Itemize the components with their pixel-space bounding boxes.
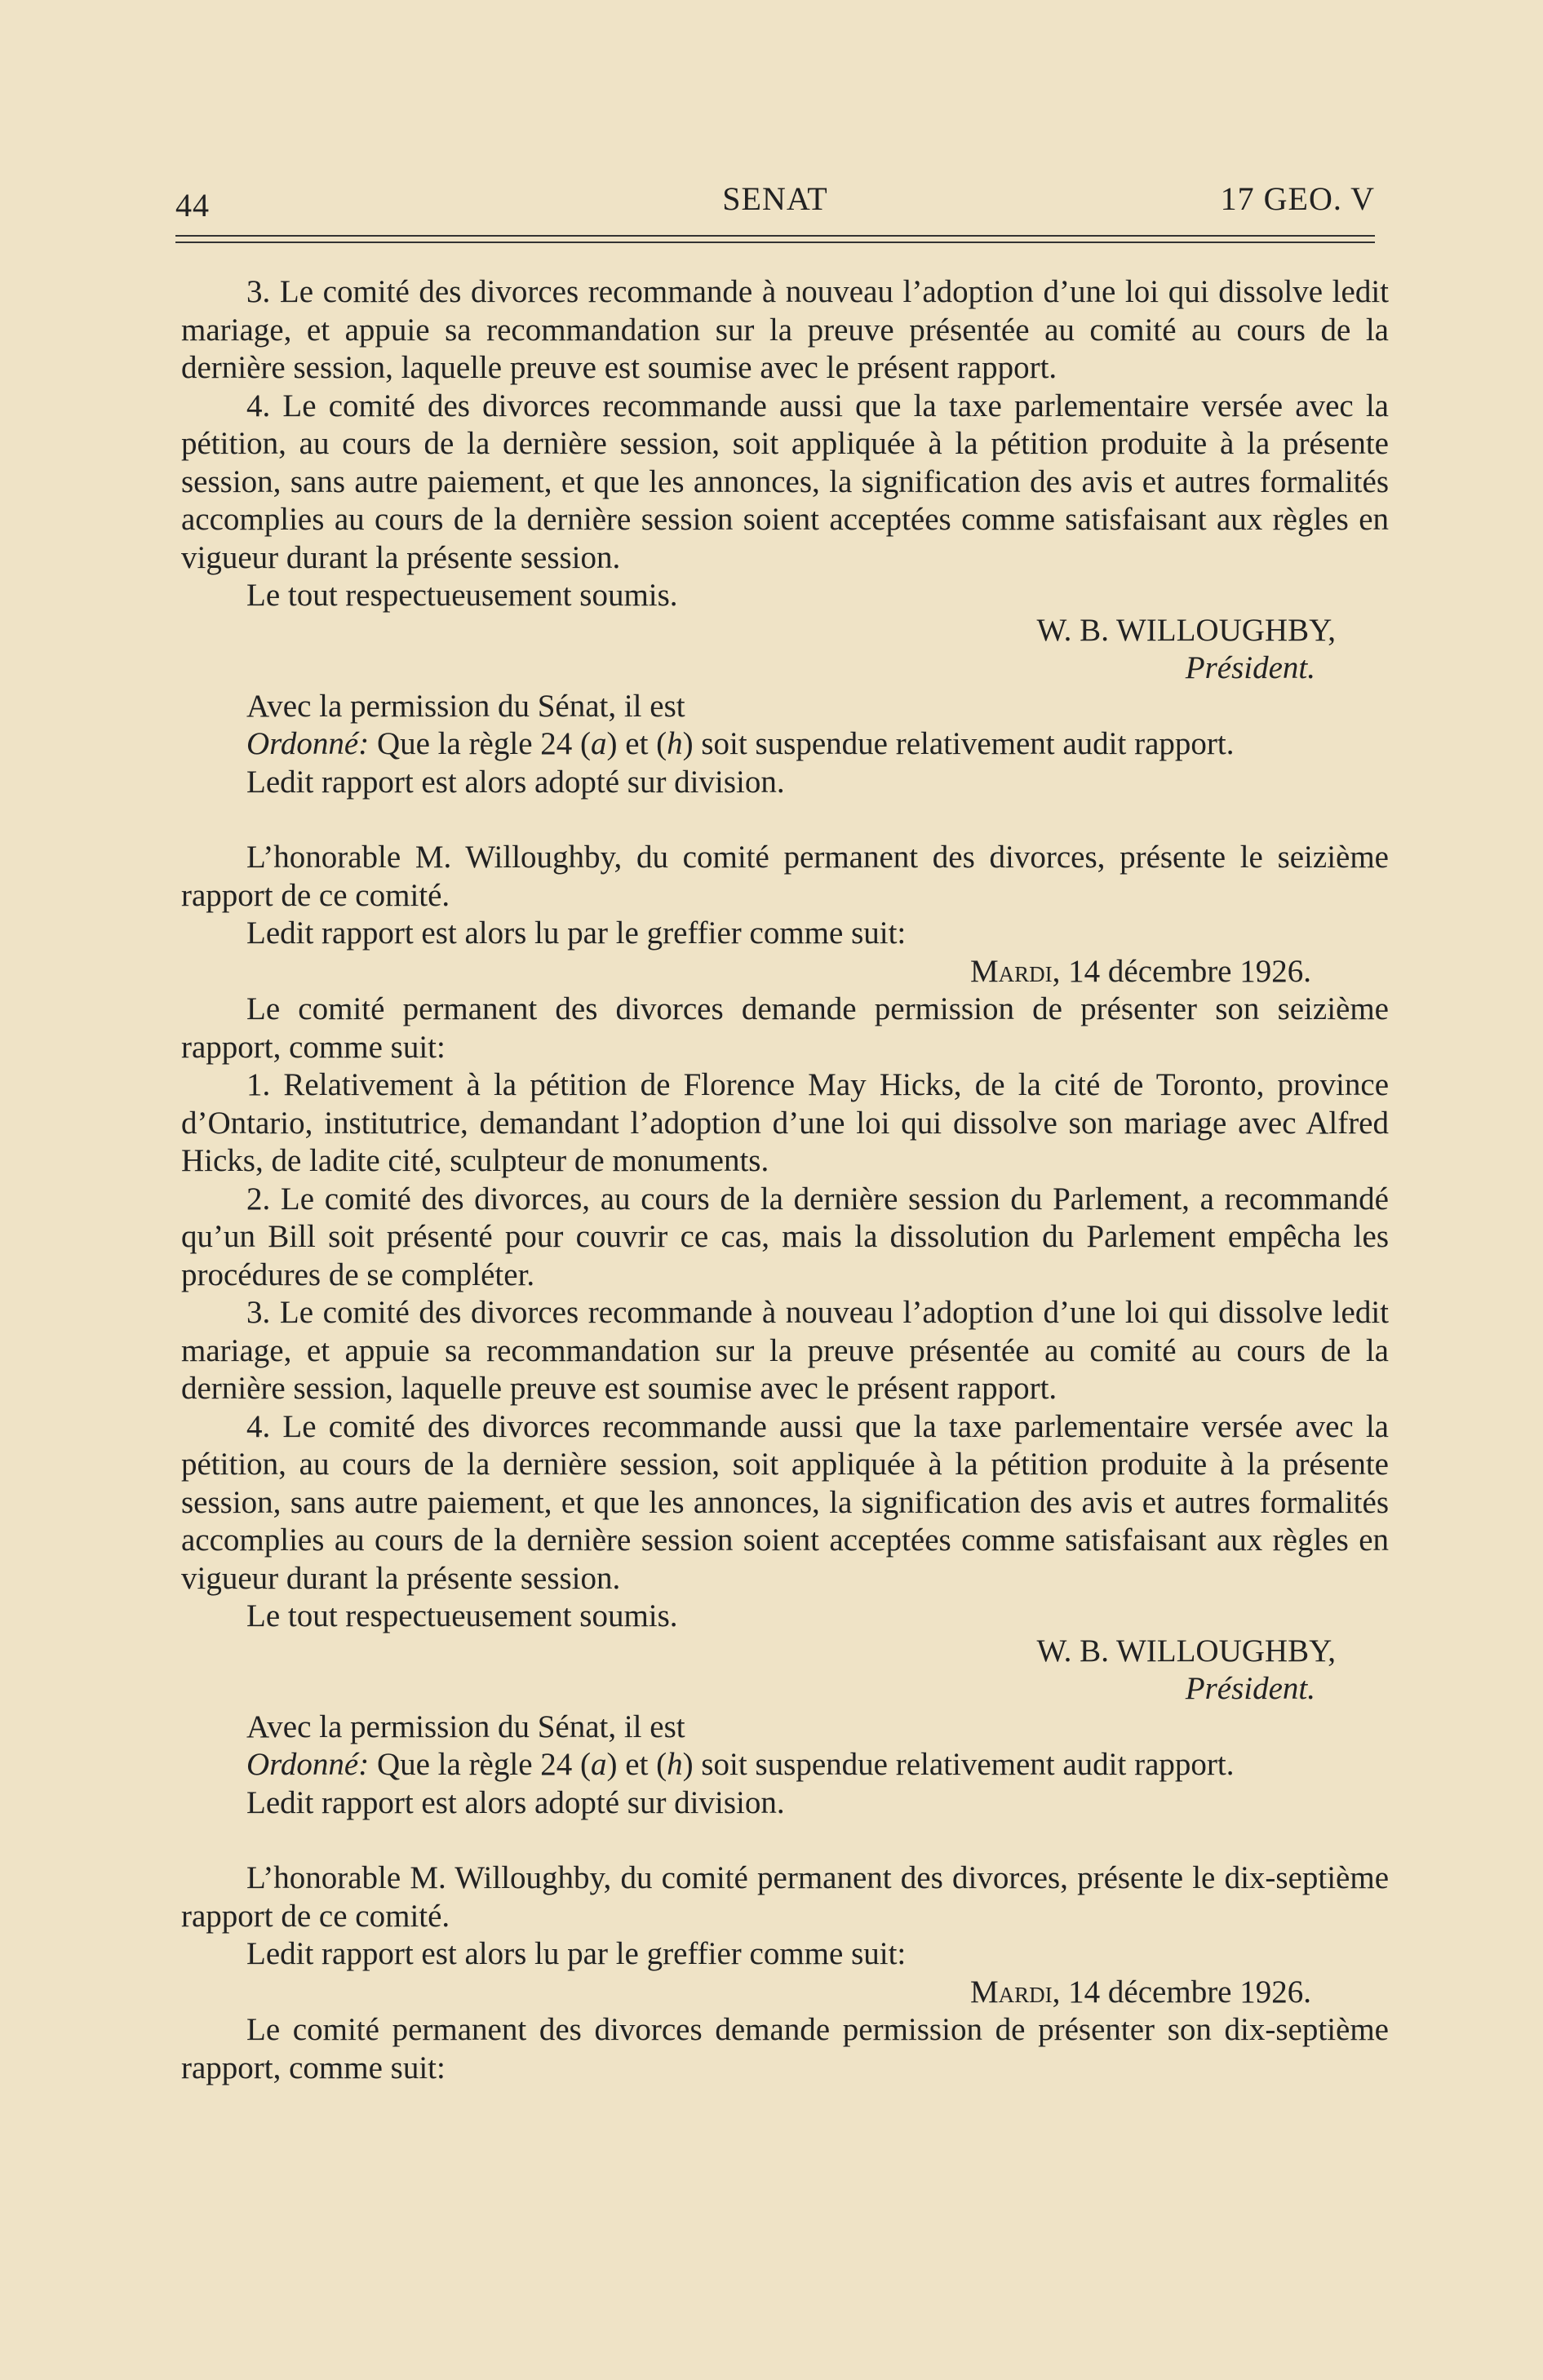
page-header	[175, 171, 1375, 224]
date-day: Mardi	[969, 953, 1053, 989]
header-rule-bottom	[175, 242, 1375, 243]
order-paragraph	[181, 1746, 1389, 1784]
date-rest: , 14 décembre 1926.	[1052, 1974, 1311, 2010]
order-paragraph	[181, 725, 1389, 764]
reign-label: 17 GEO. V	[1220, 180, 1375, 217]
order-label: Ordonné:	[246, 1747, 370, 1782]
paragraph: Le tout respectueusement soumis.	[246, 578, 678, 613]
paragraph: 1. Relativement à la pétition de Florence May Hicks, de la cité de Toronto, province d’Ontario, institutrice, demandant l’adoption d’une loi qui dissolve son mariage avec Alfred Hicks, de ladite cité, sculpteur de monuments.	[181, 1067, 1389, 1178]
paragraph: Le comité permanent des divorces demande permission de présenter son seizième rapport, comme suit:	[181, 991, 1389, 1065]
order-text: ) soit suspendue relativement audit rapport.	[682, 726, 1235, 761]
paragraph: Le comité permanent des divorces demande permission de présenter son dix-septième rapport, comme suit:	[181, 2012, 1389, 2085]
rule-letter: a	[591, 726, 607, 761]
rule-letter: h	[667, 1747, 683, 1782]
running-title: SENAT	[722, 180, 828, 217]
signature-name: W. B. WILLOUGHBY,	[1036, 1633, 1336, 1669]
paragraph: Ledit rapport est alors adopté sur division.	[246, 764, 785, 800]
paragraph: Ledit rapport est alors lu par le greffier comme suit:	[246, 915, 907, 951]
rule-letter: a	[591, 1747, 607, 1782]
signature-role: Président.	[1185, 1671, 1315, 1706]
signature-role: Président.	[1185, 650, 1315, 685]
page-number: 44	[175, 187, 210, 224]
header-rule-top	[175, 235, 1375, 237]
date-day: Mardi	[969, 1974, 1053, 2010]
date-rest: , 14 décembre 1926.	[1052, 953, 1311, 989]
paragraph: Le tout respectueusement soumis.	[246, 1598, 678, 1633]
order-text: ) et (	[606, 726, 667, 761]
rule-letter: h	[667, 726, 683, 761]
paragraph: 3. Le comité des divorces recommande à nouveau l’adoption d’une loi qui dissolve ledit mariage, et appuie sa recommandation sur la preuve présentée au comité au cours de la dernière session, laquelle preuve est soumise avec le présent rapport.	[181, 274, 1389, 385]
signature-name: W. B. WILLOUGHBY,	[1036, 612, 1336, 648]
order-text: Que la règle 24 (	[369, 726, 592, 761]
paragraph: 2. Le comité des divorces, au cours de la dernière session du Parlement, a recommandé qu’un Bill soit présenté pour couvrir ce cas, mais la dissolution du Parlement empêcha les procédures de se compléter.	[181, 1181, 1389, 1292]
paragraph: Ledit rapport est alors adopté sur division.	[246, 1784, 785, 1820]
date-line	[181, 1974, 1389, 2012]
order-text: ) soit suspendue relativement audit rapport.	[682, 1747, 1235, 1782]
paragraph: 4. Le comité des divorces recommande aussi que la taxe parlementaire versée avec la pétition, au cours de la dernière session, soit appliquée à la pétition produite à la présente session, sans autre paiement, et que les annonces, la signification des avis et autres formalités accomplies au cours de la dernière session soient acceptées comme satisfaisant aux règles en vigueur durant la présente session.	[181, 1408, 1389, 1596]
paragraph: Ledit rapport est alors lu par le greffier comme suit:	[246, 1936, 907, 1971]
paragraph: 4. Le comité des divorces recommande aussi que la taxe parlementaire versée avec la pétition, au cours de la dernière session, soit appliquée à la pétition produite à la présente session, sans autre paiement, et que les annonces, la signification des avis et autres formalités accomplies au cours de la dernière session soient acceptées comme satisfaisant aux règles en vigueur durant la présente session.	[181, 388, 1389, 575]
paragraph: Avec la permission du Sénat, il est	[246, 1709, 685, 1744]
order-text: ) et (	[606, 1747, 667, 1782]
order-text: Que la règle 24 (	[369, 1747, 592, 1782]
paragraph: 3. Le comité des divorces recommande à nouveau l’adoption d’une loi qui dissolve ledit mariage, et appuie sa recommandation sur la preuve présentée au comité au cours de la dernière session, laquelle preuve est soumise avec le présent rapport.	[181, 1295, 1389, 1406]
date-line	[181, 953, 1389, 991]
paragraph: Avec la permission du Sénat, il est	[246, 688, 685, 724]
document-body	[181, 273, 1389, 2087]
order-label: Ordonné:	[246, 726, 370, 761]
paragraph: L’honorable M. Willoughby, du comité permanent des divorces, présente le seizième rapport de ce comité.	[181, 840, 1389, 913]
paragraph: L’honorable M. Willoughby, du comité permanent des divorces, présente le dix-septième rapport de ce comité.	[181, 1860, 1389, 1934]
